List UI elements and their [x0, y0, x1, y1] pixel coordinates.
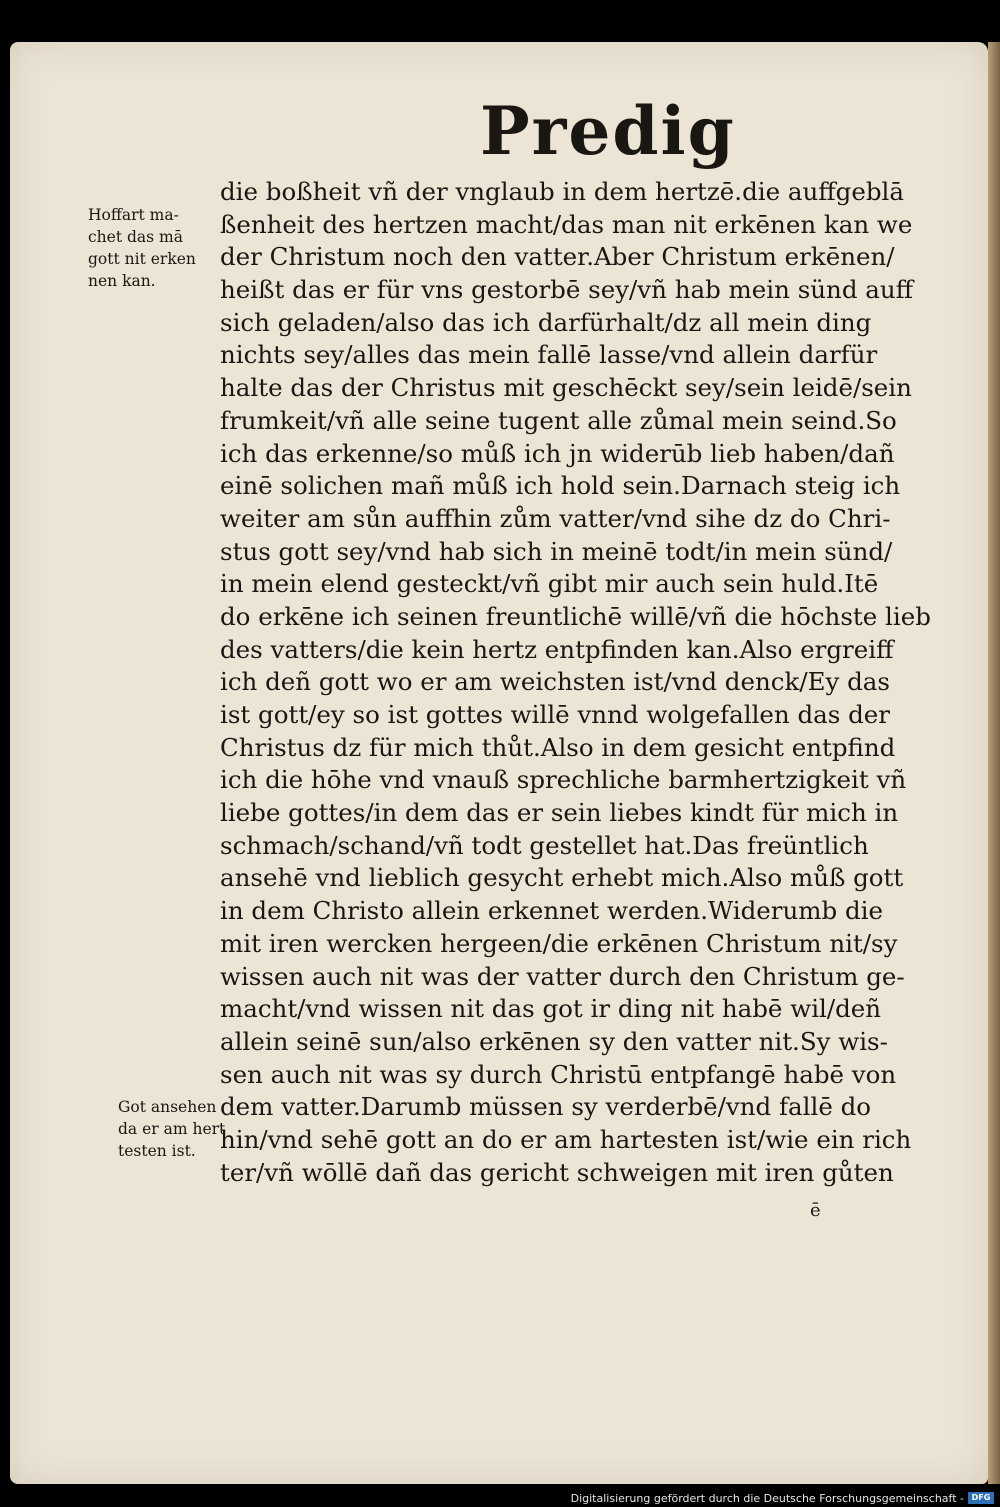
margin-note-line: testen ist. [118, 1142, 196, 1160]
text-line: ich das erkenne/so můß ich jn widerūb lieb haben/dañ [220, 438, 895, 468]
margin-note-2 [118, 1096, 225, 1162]
text-line: mit iren wercken hergeen/die erkēnen Christum nit/sy [220, 928, 898, 958]
text-line: Christus dz für mich thůt.Also in dem gesicht entpfind [220, 732, 896, 762]
text-line: ist gott/ey so ist gottes willē vnnd wolgefallen das der [220, 700, 891, 729]
text-line: hin/vnd sehē gott an do er am hartesten ist/wie ein rich [220, 1124, 912, 1154]
text-line: sen auch nit was sy durch Christū entpfangē habē von [220, 1059, 897, 1089]
catchword: ē [810, 1200, 821, 1221]
text-line: schmach/schand/vñ todt gestellet hat.Das freüntlich [220, 830, 869, 860]
body-text [220, 176, 950, 1189]
dfg-logo-icon: DFG [968, 1492, 994, 1504]
margin-note-line: da er am hert [118, 1120, 226, 1138]
text-line: ich deñ gott wo er am weichsten ist/vnd denck/Ey das [220, 667, 890, 697]
margin-note-line: nen kan. [88, 272, 156, 290]
text-line: sich geladen/also das ich darfürhalt/dz all mein ding [220, 307, 872, 337]
margin-note-line: gott nit erken [88, 250, 196, 268]
text-line: ansehē vnd lieblich gesycht erhebt mich.Also můß gott [220, 863, 904, 893]
text-line: liebe gottes/in dem das er sein liebes kindt für mich in [220, 798, 899, 828]
text-line: einē solichen mañ můß ich hold sein.Darnach steig ich [220, 471, 901, 501]
text-line: ich die hōhe vnd vnauß sprechliche barmhertzigkeit vñ [220, 765, 907, 795]
margin-note-1 [88, 204, 196, 292]
text-line: wissen auch nit was der vatter durch den Christum ge- [220, 961, 905, 991]
text-line: dem vatter.Darumb müssen sy verderbē/vnd fallē do [220, 1092, 872, 1122]
text-line: allein seinē sun/also erkēnen sy den vatter nit.Sy wis- [220, 1026, 888, 1056]
text-line: macht/vnd wissen nit das got ir ding nit habē wil/deñ [220, 994, 882, 1024]
text-line: der Christum noch den vatter.Aber Christum erkēnen/ [220, 242, 895, 272]
text-line: in mein elend gesteckt/vñ gibt mir auch sein huld.Itē [220, 569, 879, 599]
text-line: weiter am sůn auffhin zům vatter/vnd sihe dz do Chri- [220, 503, 891, 533]
text-line: heißt das er für vns gestorbē sey/vñ hab mein sünd auff [220, 275, 914, 305]
text-line: nichts sey/alles das mein fallē lasse/vnd allein darfür [220, 340, 878, 370]
text-line: die boßheit vñ der vnglaub in dem hertzē.die auffgeblā [220, 177, 904, 206]
margin-note-line: Hoffart ma- [88, 206, 179, 224]
text-line: des vatters/die kein hertz entpfinden kan.Also ergreiff [220, 634, 894, 664]
margin-note-line: chet das mā [88, 228, 183, 246]
footer-credit: Digitalisierung gefördert durch die Deutsche Forschungsgemeinschaft - [570, 1492, 964, 1505]
text-line: stus gott sey/vnd hab sich in meinē todt/in mein sünd/ [220, 536, 893, 566]
text-line: ßenheit des hertzen macht/das man nit erkēnen kan we [220, 209, 913, 239]
book-spine-edge [988, 42, 1000, 1484]
margin-note-line: Got ansehen [118, 1098, 217, 1116]
text-line: in dem Christo allein erkennet werden.Widerumb die [220, 896, 883, 926]
running-title: Predig [480, 92, 736, 170]
text-line: ter/vñ wōllē dañ das gericht schweigen mit iren gůten [220, 1157, 894, 1187]
text-line: frumkeit/vñ alle seine tugent alle zůmal mein seind.So [220, 405, 897, 435]
text-line: do erkēne ich seinen freuntlichē willē/vñ die hōchste lieb [220, 601, 931, 631]
text-line: halte das der Christus mit geschēckt sey/sein leidē/sein [220, 373, 912, 403]
